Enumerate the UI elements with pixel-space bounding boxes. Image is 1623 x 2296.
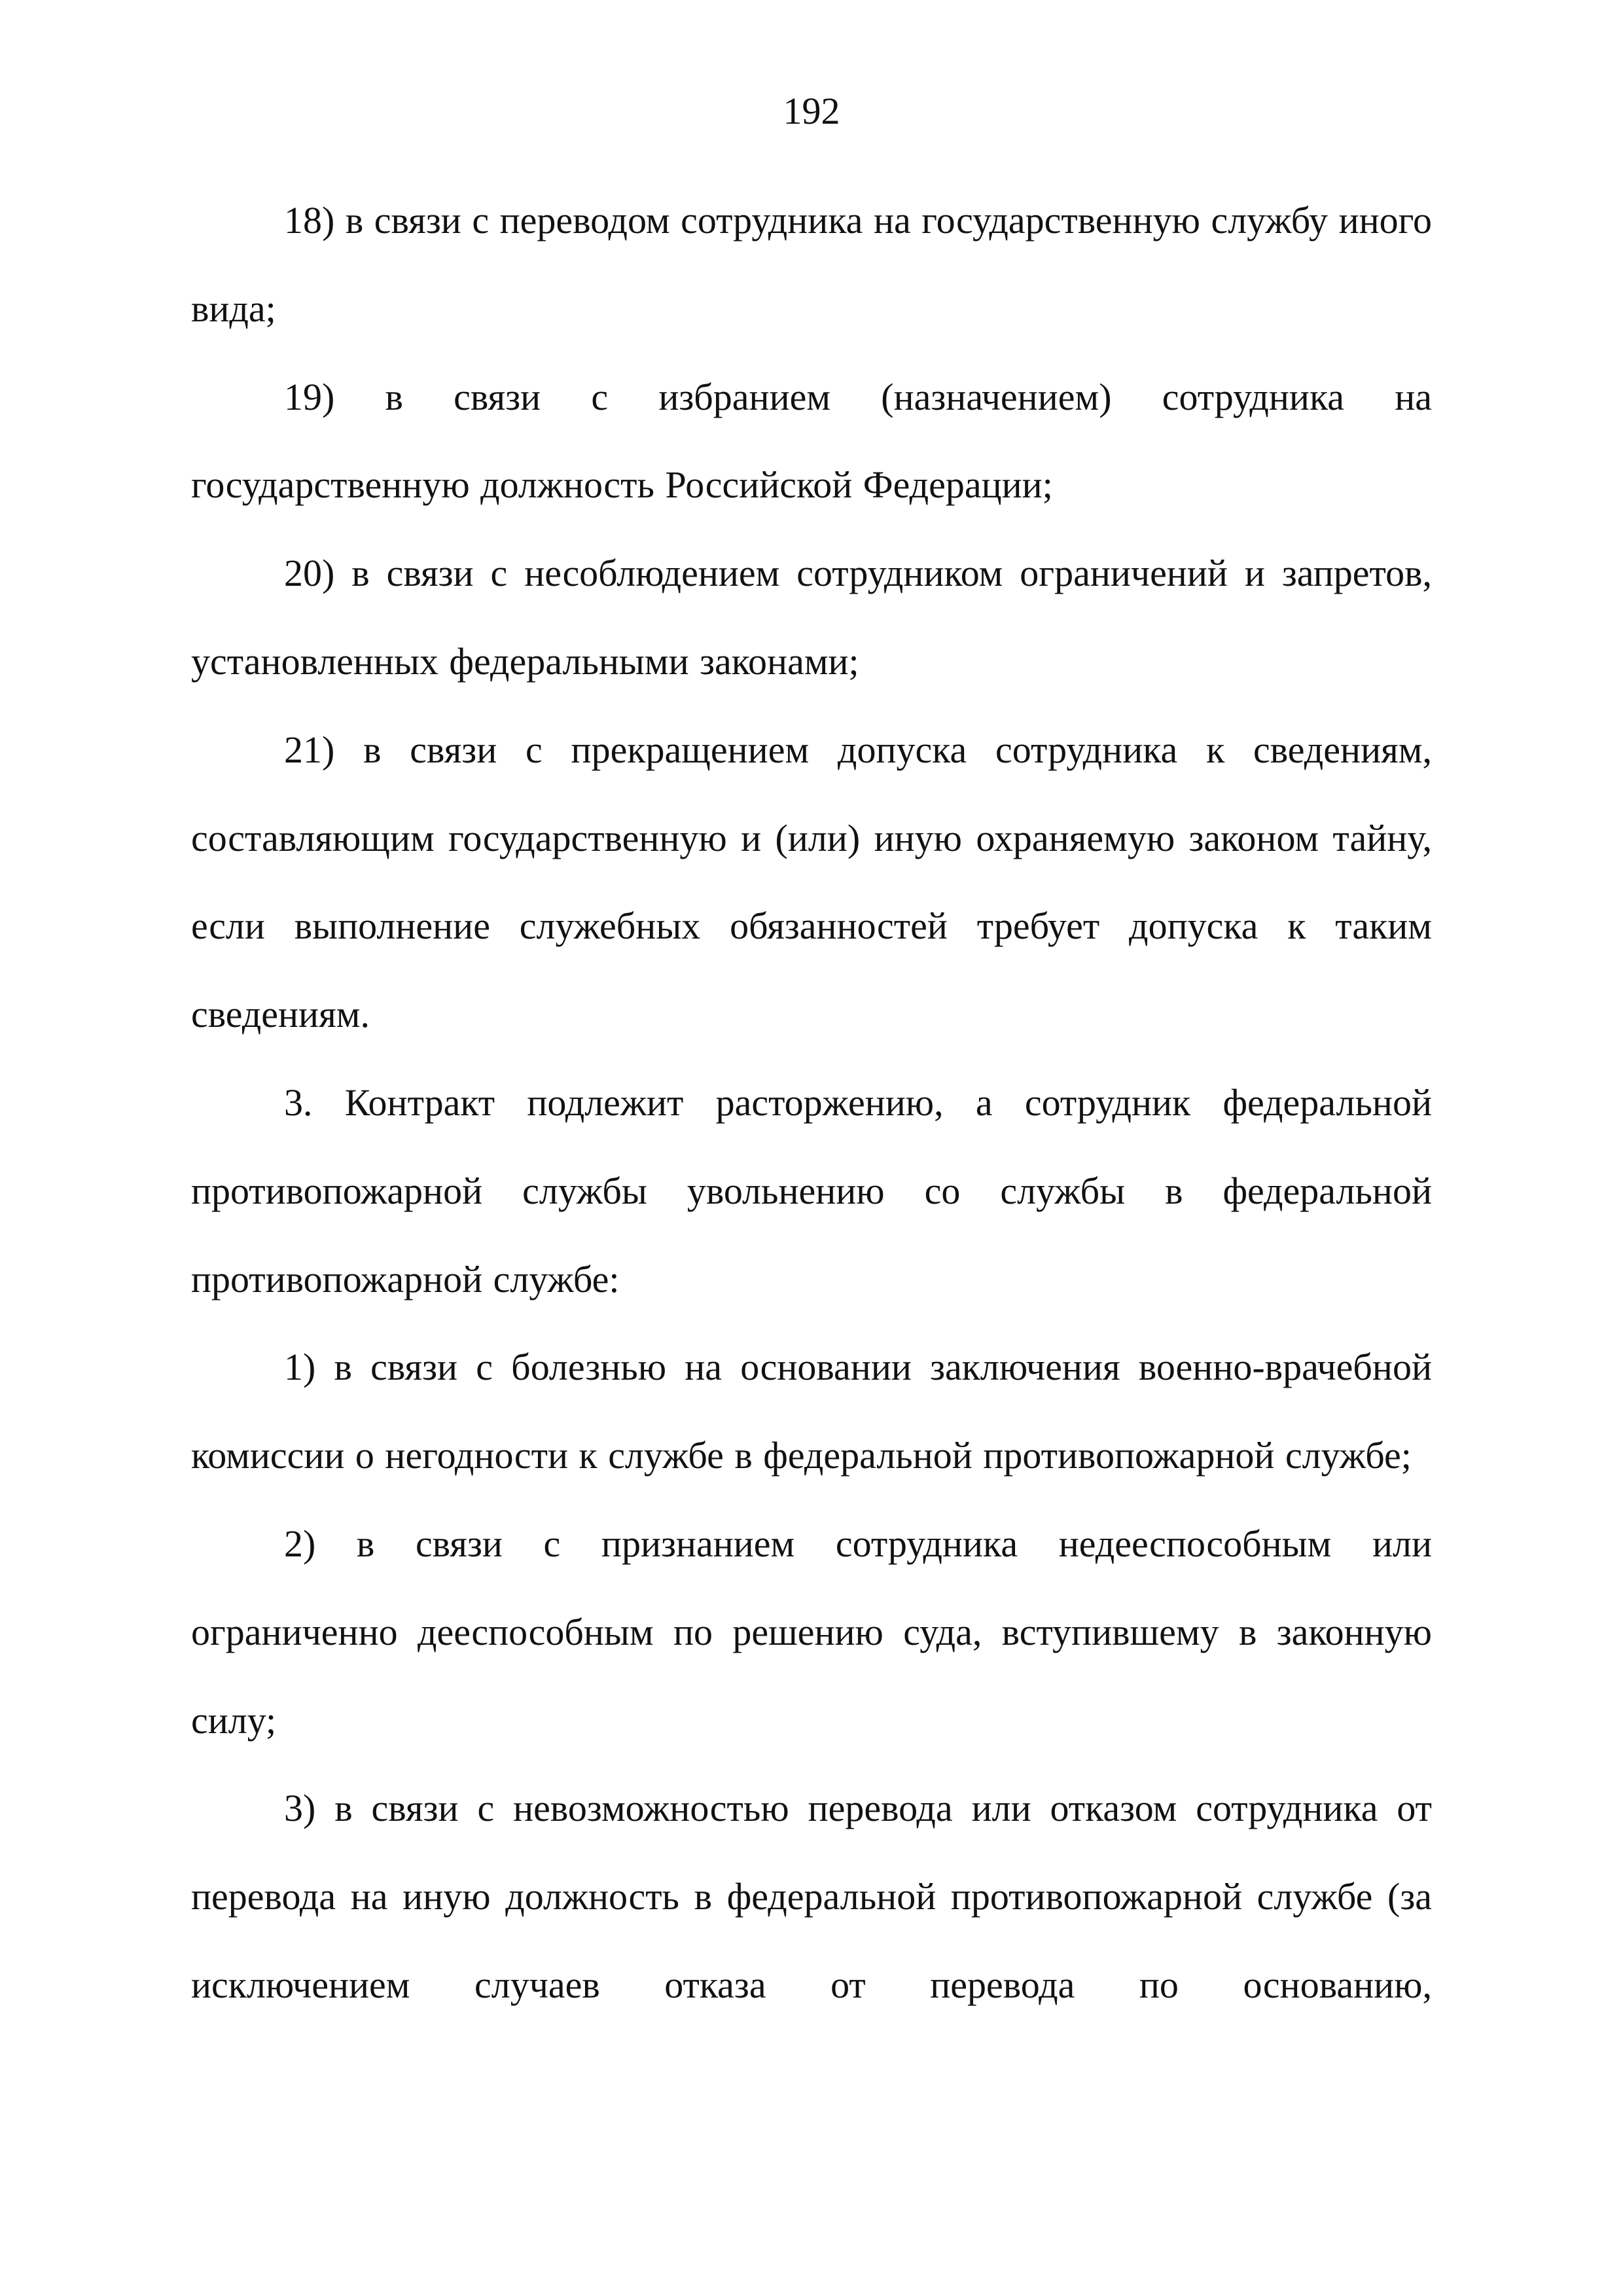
document-body [191,177,1432,2030]
paragraph-section-3: 3. Контракт подлежит расторжению, а сотрудник федеральной противопожарной службы увольнению со службы в федеральной противопожарной службе: [191,1081,1432,1300]
page-number: 192 [783,90,840,132]
paragraph-item-21: 21) в связи с прекращением допуска сотрудника к сведениям, составляющим государственную и (или) иную охраняемую законом тайну, если выполнение служебных обязанностей требует допуска к таким сведениям. [191,728,1432,1036]
paragraph-item-18: 18) в связи с переводом сотрудника на государственную службу иного вида; [191,199,1432,330]
paragraph-item-19: 19) в связи с избранием (назначением) сотрудника на государственную должность Российской Федерации; [191,375,1432,507]
paragraph-item-20: 20) в связи с несоблюдением сотрудником ограничений и запретов, установленных федеральными законами; [191,552,1432,683]
paragraph-item-2: 2) в связи с признанием сотрудника недееспособным или ограниченно дееспособным по решению суда, вступившему в законную силу; [191,1522,1432,1742]
paragraph-item-1: 1) в связи с болезнью на основании заключения военно-врачебной комиссии о негодности к службе в федеральной противопожарной службе; [191,1346,1432,1477]
paragraph-item-3: 3) в связи с невозможностью перевода или отказом сотрудника от перевода на иную должность в федеральной противопожарной службе (за исключением случаев отказа от перевода по основанию, [191,1787,1432,2006]
